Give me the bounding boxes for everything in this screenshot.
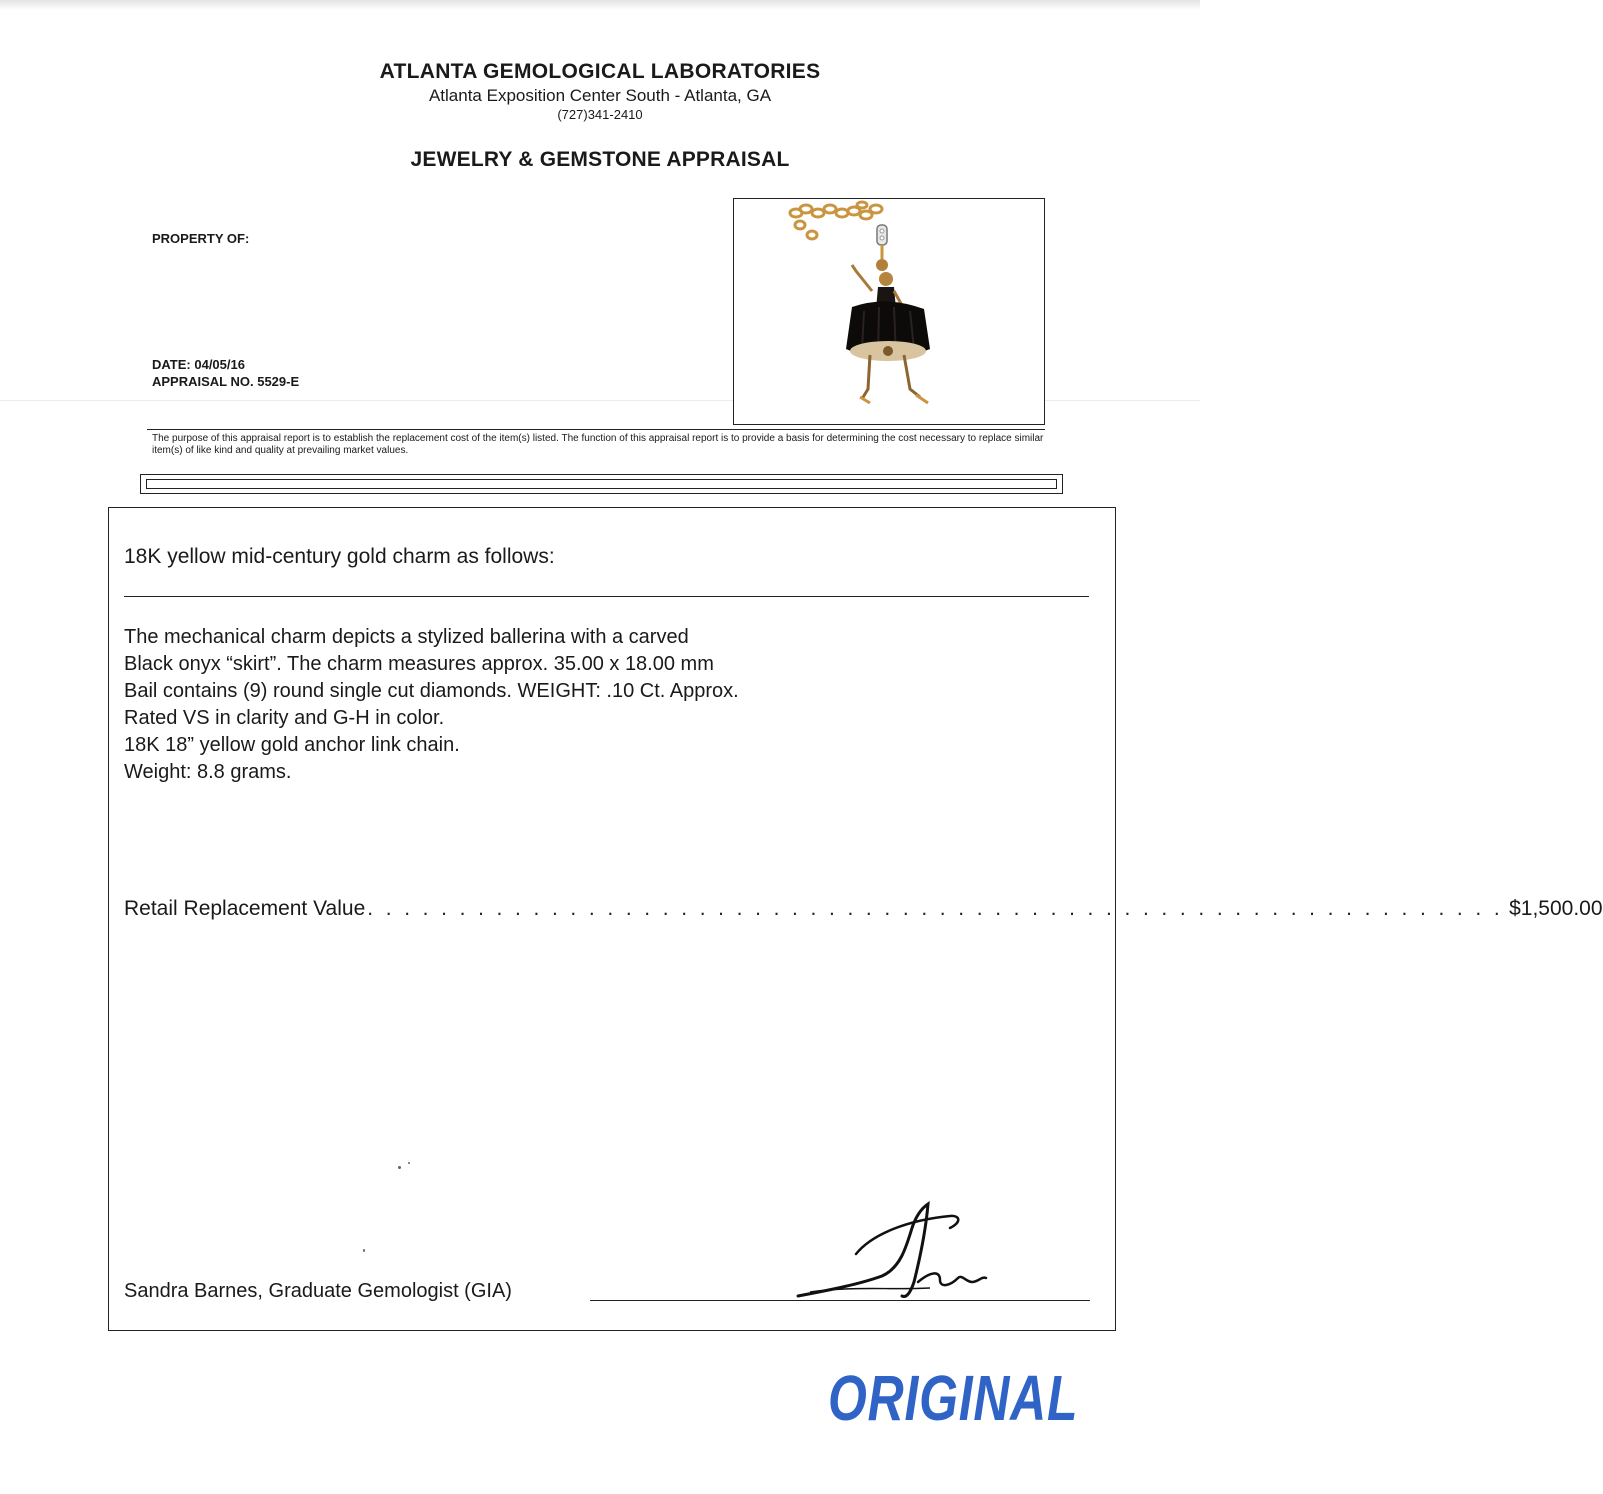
lab-header xyxy=(0,58,1200,124)
description-line: Weight: 8.8 grams. xyxy=(124,761,292,783)
lab-phone: (727)341-2410 xyxy=(557,107,643,122)
gemologist-name: Sandra Barnes, Graduate Gemologist (GIA) xyxy=(124,1280,512,1302)
dot-leader: . . . . . . . . . . . . . . . . . . . . . . . . . . . . . . . . . . . . . . . . . . . . . . . . . . . . . . . . . . . . . . xyxy=(367,897,1504,920)
item-photo xyxy=(733,198,1045,425)
gemologist-signature xyxy=(790,1198,1000,1313)
appraisal-date: DATE: 04/05/16 xyxy=(152,357,245,372)
separator-bar xyxy=(140,474,1063,494)
purpose-statement: The purpose of this appraisal report is to establish the replacement cost of the item(s) listed. The function of this appraisal report is to provide a basis for determining the cost necessary to replace similar item(s) of like kind and quality at prevailing market values. xyxy=(152,433,1044,456)
lab-name: ATLANTA GEMOLOGICAL LABORATORIES xyxy=(379,60,821,83)
description-line: Bail contains (9) round single cut diamonds. WEIGHT: .10 Ct. Approx. xyxy=(124,680,739,702)
retail-value-row xyxy=(124,897,1603,927)
retail-value-amount: $1,500.00 xyxy=(1509,897,1603,920)
item-description xyxy=(124,624,739,786)
signature-line xyxy=(590,1300,1090,1301)
separator-bar-inner xyxy=(146,479,1057,489)
paper-scan-edge xyxy=(0,0,1200,10)
lab-address: Atlanta Exposition Center South - Atlanta, GA xyxy=(428,86,772,105)
document-title: JEWELRY & GEMSTONE APPRAISAL xyxy=(410,148,790,171)
retail-value-label: Retail Replacement Value xyxy=(124,897,366,920)
signature-drawing xyxy=(790,1198,1000,1308)
description-line: The mechanical charm depicts a stylized ballerina with a carved xyxy=(124,626,689,648)
property-of-label: PROPERTY OF: xyxy=(152,231,250,246)
scan-speck xyxy=(408,1162,410,1164)
description-line: Black onyx “skirt”. The charm measures approx. 35.00 x 18.00 mm xyxy=(124,653,714,675)
item-heading: 18K yellow mid-century gold charm as follows: xyxy=(124,545,555,568)
heading-rule xyxy=(124,596,1089,597)
scan-speck xyxy=(398,1166,401,1169)
original-stamp: ORIGINAL xyxy=(828,1362,1079,1434)
appraisal-number: APPRAISAL NO. 5529-E xyxy=(152,374,300,389)
purpose-top-rule xyxy=(147,429,1045,430)
scan-speck xyxy=(363,1249,365,1252)
description-line: Rated VS in clarity and G-H in color. xyxy=(124,707,445,729)
ballerina-charm-image xyxy=(734,199,1044,424)
description-line: 18K 18” yellow gold anchor link chain. xyxy=(124,734,460,756)
